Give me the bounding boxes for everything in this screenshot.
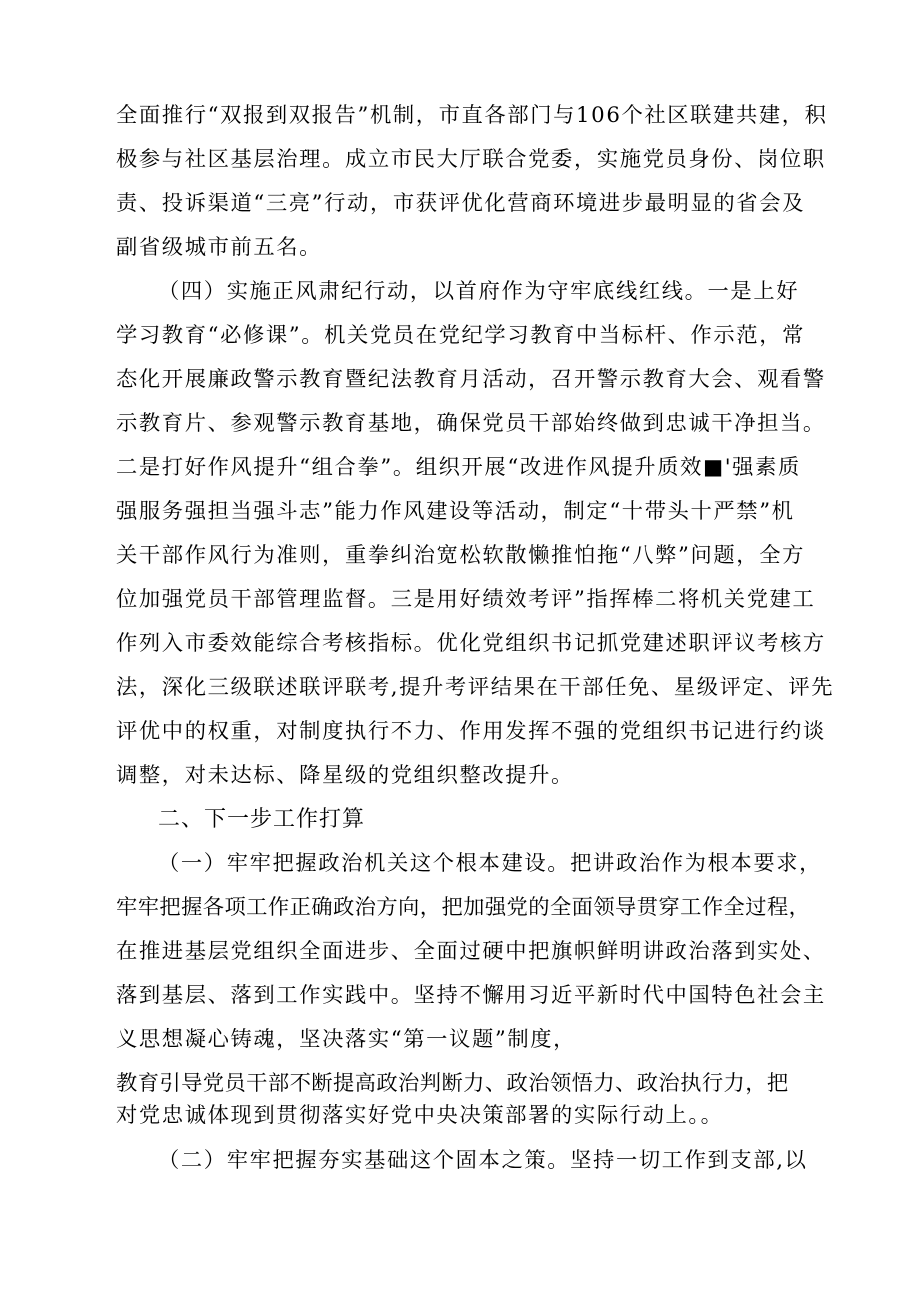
paragraph-first-line: （四）实施正风肃纪行动，以首府作为守牢底线红线。一是上好 (158, 279, 800, 304)
text-line: 责、投诉渠道“三亮”行动，市获评优化营商环境进步最明显的省会及 (116, 191, 805, 216)
text-line: 关干部作风行为准则，重拳纠治宽松软散懒推怕拖“八弊”问题，全方 (116, 543, 805, 568)
text-line: 教育引导党员干部不断提高政治判断力、政治领悟力、政治执行力，把 (116, 1071, 789, 1096)
paragraph-first-line: （一）牢牢把握政治机关这个根本建设。把讲政治作为根本要求， (158, 851, 823, 876)
text-line: 态化开展廉政警示教育暨纪法教育月活动，召开警示教育大会、观看警 (116, 367, 826, 392)
text-line: 落到基层、落到工作实践中。坚持不懈用习近平新时代中国特色社会主 (116, 983, 826, 1008)
text-line: 极参与社区基层治理。成立市民大厅联合党委，实施党员身份、岗位职 (116, 147, 826, 172)
text-line: 全面推行“双报到双报告”机制，市直各部门与106个社区联建共建，积 (116, 103, 828, 128)
text-line: 调整，对未达标、降星级的党组织整改提升。 (116, 763, 574, 788)
text-line: 强服务强担当强斗志”能力作风建设等活动，制定“十带头十严禁”机 (116, 499, 795, 524)
text-line: 对党忠诚体现到贯彻落实好党中央决策部署的实际行动上。。 (116, 1103, 724, 1128)
text-line: 二是打好作风提升“组合拳”。组织开展“改进作风提升质效■'强素质 (116, 455, 801, 480)
text-line: 示教育片、参观警示教育基地，确保党员干部始终做到忠诚干净担当。 (116, 411, 826, 436)
text-line: 义思想凝心铸魂，坚决落实“第一议题”制度， (116, 1027, 577, 1052)
text-line: 牢牢把握各项工作正确政治方向，把加强党的全面领导贯穿工作全过程， (116, 895, 811, 920)
text-line: 学习教育“必修课”。机关党员在党纪学习教育中当标杆、作示范，常 (116, 323, 805, 348)
text-line: 作列入市委效能综合考核指标。优化党组织书记抓党建述职评议考核方 (116, 631, 826, 656)
text-line: 评优中的权重，对制度执行不力、作用发挥不强的党组织书记进行约谈 (116, 719, 826, 744)
text-line: 在推进基层党组织全面进步、全面过硬中把旗帜鲜明讲政治落到实处、 (116, 939, 826, 964)
text-line: 位加强党员干部管理监督。三是用好绩效考评”指挥棒二将机关党建工 (116, 587, 816, 612)
paragraph-first-line: （二）牢牢把握夯实基础这个固本之策。坚持一切工作到支部,以 (158, 1148, 808, 1173)
text-line: 法，深化三级联述联评联考,提升考评结果在干部任免、星级评定、评先 (116, 675, 835, 700)
section-heading: 二、下一步工作打算 (158, 807, 366, 832)
text-line: 副省级城市前五名。 (116, 235, 323, 260)
